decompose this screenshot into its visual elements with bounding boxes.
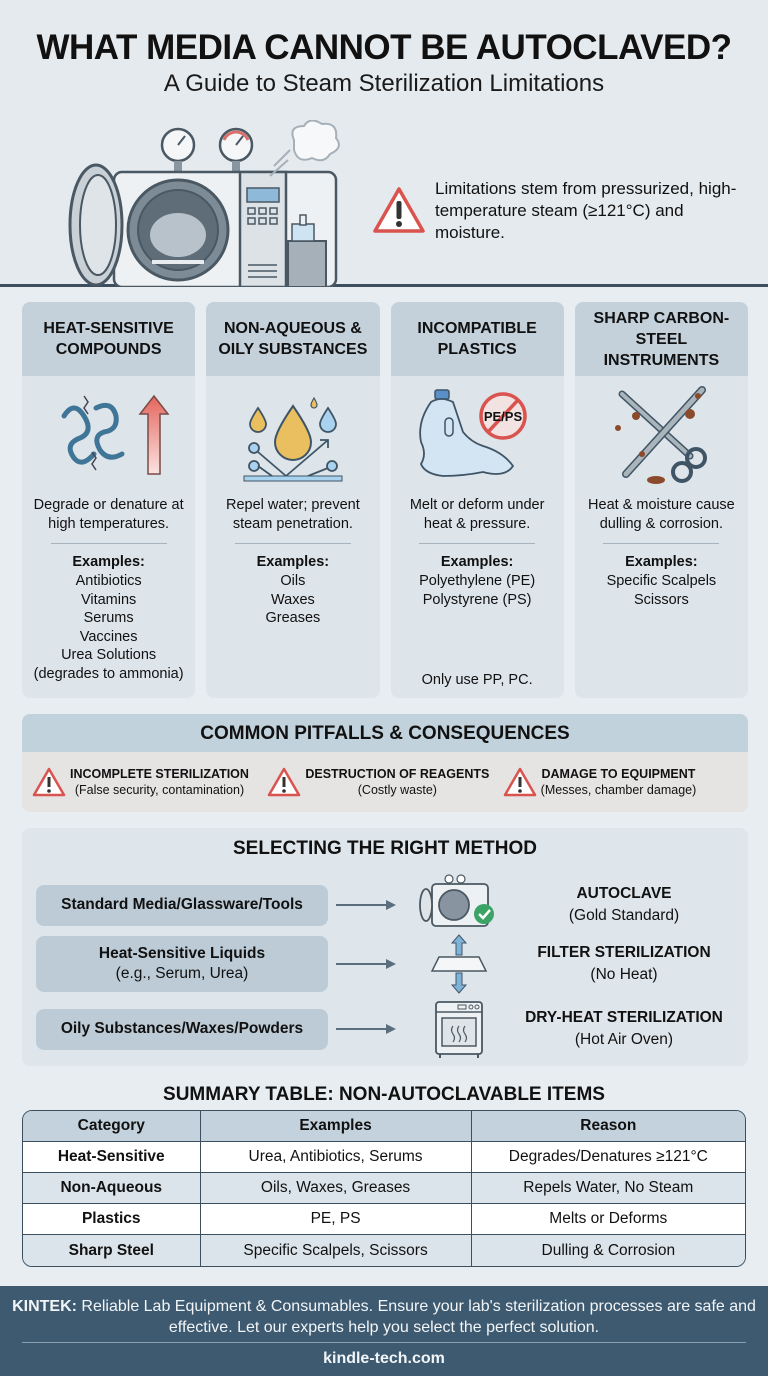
method-row-dry-heat [36,998,736,1060]
limitation-note: Limitations stem from pressurized, high-temperature steam (≥121°C) and moisture. [435,179,737,242]
examples-label: Examples: [625,554,698,570]
category-card-heat-sensitive [22,302,195,698]
example-item: Oils [280,573,306,589]
table-cell: Repels Water, No Steam [472,1173,745,1204]
method-result [514,1007,734,1051]
table-cell: Dulling & Corrosion [472,1235,745,1266]
table-row [23,1235,745,1266]
pitfall-title: DESTRUCTION OF REAGENTS [305,767,490,781]
melted-plastic-bottle-icon [391,376,564,496]
example-item: (degrades to ammonia) [33,665,184,682]
warning-triangle-icon [267,767,301,797]
oil-droplets-repel-icon [206,376,379,496]
column-header: Category [23,1111,201,1142]
method-title: SELECTING THE RIGHT METHOD [233,838,537,859]
method-row-filter [36,933,736,995]
table-cell: Non-Aqueous [23,1173,201,1204]
hot-air-oven-icon [414,998,504,1060]
denatured-protein-heat-icon [22,376,195,496]
method-result-sub: (Hot Air Oven) [574,1031,674,1048]
example-item: Vaccines [79,628,138,645]
summary-title: SUMMARY TABLE: NON-AUTOCLAVABLE ITEMS [163,1084,605,1105]
example-item: Waxes [270,591,315,608]
card-description: Degrade or denature at high temperatures. [33,497,184,532]
table-cell: Oils, Waxes, Greases [201,1173,472,1204]
table-cell: Melts or Deforms [472,1204,745,1235]
arrow-right-icon [336,1023,398,1035]
website-link[interactable]: kindle-tech.com [323,1350,445,1367]
brand-name: KINTEK: [12,1298,77,1315]
examples-label: Examples: [72,554,145,570]
method-input-box [36,1009,328,1050]
category-card-sharp-steel [575,302,748,698]
method-input: Standard Media/Glassware/Tools [61,896,303,913]
footer-text: Reliable Lab Equipment & Consumables. Ensure your lab's sterilization processes are safe and effective. Let our experts help you select the perfect solution. [76,1298,756,1336]
warning-triangle-icon [503,767,537,797]
table-cell: Heat-Sensitive [23,1142,201,1173]
method-result [514,942,734,986]
pitfall-item [267,766,502,798]
table-row [23,1173,745,1204]
examples-label: Examples: [440,554,514,570]
divider [22,1342,746,1343]
method-selection-panel [22,828,748,1066]
divider [603,543,719,544]
card-title: INCOMPATIBLE PLASTICS [391,302,564,376]
method-result-title: FILTER STERILIZATION [537,944,711,961]
warning-triangle-icon [32,767,66,797]
autoclave-icon [62,120,342,287]
examples-label: Examples: [256,554,330,570]
pitfall-item [503,766,738,798]
filter-membrane-icon [414,933,504,995]
method-input-sub: (e.g., Serum, Urea) [115,965,249,982]
arrow-right-icon [336,958,398,970]
example-item: Urea Solutions [61,647,157,663]
table-cell: Plastics [23,1204,201,1235]
method-input-box [36,885,328,926]
footer [0,1286,768,1376]
card-description: Repel water; prevent steam penetration. [225,497,360,532]
table-row [23,1204,745,1235]
example-item: Scissors [633,591,689,608]
table-header-row [23,1111,745,1142]
method-input-box [36,936,328,992]
card-title: HEAT-SENSITIVE COMPOUNDS [22,302,195,376]
footer-message [0,1296,768,1338]
divider [419,543,535,544]
method-result-sub: (No Heat) [590,966,658,983]
pe-ps-badge: PE/PS [483,409,523,424]
pitfall-detail: (Costly waste) [357,783,437,797]
example-item: Greases [265,610,321,626]
pitfalls-panel [22,714,748,812]
divider [235,543,351,544]
example-item: Polyethylene (PE) [419,573,536,589]
column-header: Examples [201,1111,472,1142]
method-input: Heat-Sensitive Liquids [98,945,266,962]
page-title: WHAT MEDIA CANNOT BE AUTOCLAVED? [36,28,732,67]
card-title: NON-AQUEOUS & OILY SUBSTANCES [206,302,379,376]
method-input: Oily Substances/Waxes/Powders [60,1020,304,1037]
method-result-title: AUTOCLAVE [576,885,672,902]
hero-section [0,0,768,287]
method-result-title: DRY-HEAT STERILIZATION [525,1009,723,1026]
card-note: Only use PP, PC. [421,672,533,688]
pitfall-detail: (Messes, chamber damage) [540,783,697,797]
category-cards [22,302,748,698]
pitfalls-title: COMMON PITFALLS & CONSEQUENCES [22,714,748,752]
pitfall-title: INCOMPLETE STERILIZATION [70,767,249,781]
method-row-autoclave [36,874,736,936]
column-header: Reason [472,1111,745,1142]
table-cell: Specific Scalpels, Scissors [201,1235,472,1266]
pitfall-item [32,766,267,798]
pitfall-title: DAMAGE TO EQUIPMENT [541,767,696,781]
table-cell: Degrades/Denatures ≥121°C [472,1142,745,1173]
page-subtitle: A Guide to Steam Sterilization Limitations [163,70,605,97]
card-title: SHARP CARBON-STEEL INSTRUMENTS [575,302,748,376]
table-row [23,1142,745,1173]
category-card-plastics [391,302,564,698]
rusty-scalpel-scissors-icon [575,376,748,496]
summary-table [22,1110,746,1267]
example-item: Specific Scalpels [606,573,717,589]
table-cell: PE, PS [201,1204,472,1235]
card-description: Heat & moisture cause dulling & corrosion. [588,497,735,532]
category-card-non-aqueous [206,302,379,698]
method-result-sub: (Gold Standard) [568,907,680,924]
pitfall-detail: (False security, contamination) [74,783,245,797]
example-item: Polystyrene (PS) [422,591,532,608]
autoclave-check-icon [414,874,504,936]
table-cell: Urea, Antibiotics, Serums [201,1142,472,1173]
method-result [514,883,734,927]
table-cell: Sharp Steel [23,1235,201,1266]
card-description: Melt or deform under heat & pressure. [409,497,545,532]
arrow-right-icon [336,899,398,911]
warning-triangle-icon [372,185,426,235]
divider [51,543,167,544]
example-item: Serums [83,610,134,626]
example-item: Vitamins [80,591,137,608]
example-item: Antibiotics [75,573,142,589]
